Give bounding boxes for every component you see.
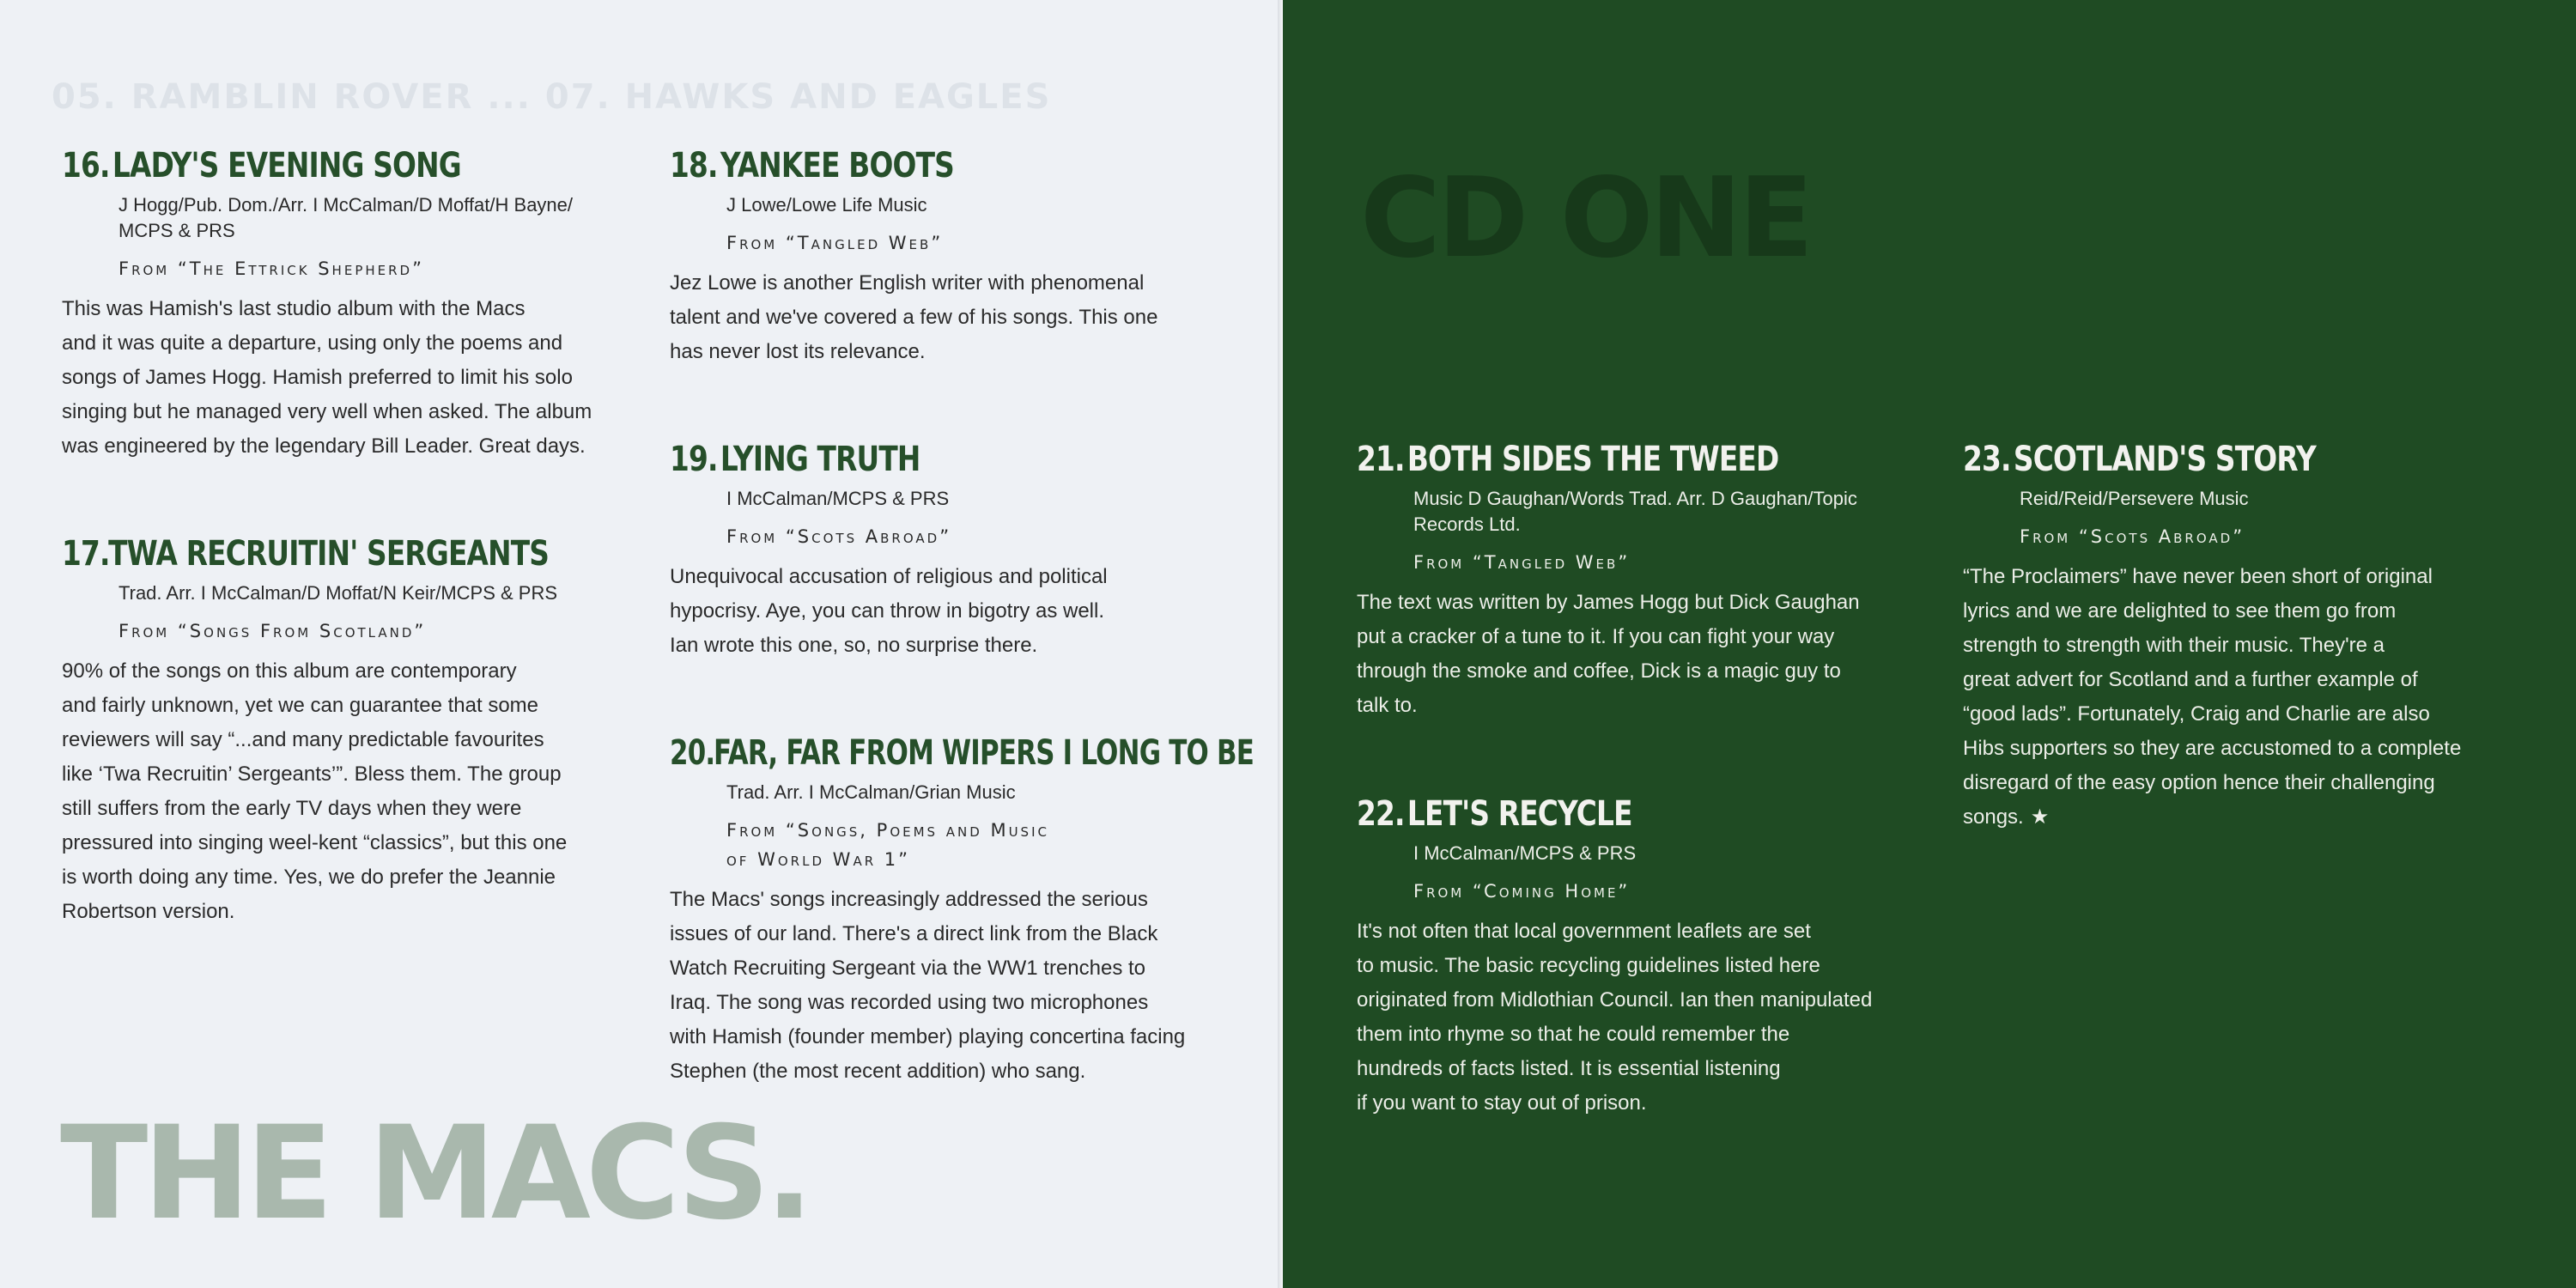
track-heading: [1963, 440, 2442, 479]
left-page: [0, 0, 1283, 1288]
source-line: From “Songs, Poems and Music: [726, 820, 1049, 841]
track-notes: [62, 292, 611, 464]
track-notes: [1357, 914, 1941, 1121]
track-heading: [62, 534, 550, 574]
track-heading: [670, 733, 1255, 773]
track-number: 21.: [1357, 440, 1405, 479]
credit-line: MCPS & PRS: [118, 220, 235, 241]
notes-line: with Hamish (founder member) playing concertina facing: [670, 1025, 1186, 1048]
track-credit: [118, 192, 611, 244]
notes-line: singing but he managed very well when asked. The album: [62, 400, 592, 423]
track-notes: [670, 883, 1254, 1089]
band-logo: THE MACS.: [60, 1099, 809, 1249]
credit-line: I McCalman/MCPS & PRS: [1413, 842, 1637, 864]
notes-line: issues of our land. There's a direct link from the Black: [670, 922, 1158, 945]
track-22: [1357, 794, 1941, 1121]
notes-line: was engineered by the legendary Bill Leader. Great days.: [62, 434, 586, 458]
track-17: [62, 534, 629, 929]
notes-line: Jez Lowe is another English writer with phenomenal: [670, 271, 1145, 295]
notes-line: 90% of the songs on this album are contemporary: [62, 659, 517, 683]
notes-line: Iraq. The song was recorded using two microphones: [670, 991, 1149, 1014]
track-20: [670, 733, 1254, 1089]
notes-line: to music. The basic recycling guidelines listed here: [1357, 954, 1820, 977]
notes-line: It's not often that local government leaflets are set: [1357, 920, 1811, 943]
notes-line: songs of James Hogg. Hamish preferred to limit his solo: [62, 366, 573, 389]
notes-line: and fairly unknown, yet we can guarantee that some: [62, 694, 538, 717]
credit-line: J Lowe/Lowe Life Music: [726, 194, 927, 216]
notes-line: [1963, 800, 2547, 835]
notes-line: reviewers will say “...and many predictable favourites: [62, 728, 544, 751]
right-page: [1283, 0, 2576, 1288]
credit-line: Trad. Arr. I McCalman/D Moffat/N Keir/MCPS & PRS: [118, 582, 558, 604]
notes-line: talent and we've covered a few of his songs. This one: [670, 306, 1158, 329]
notes-line: still suffers from the early TV days when they were: [62, 797, 522, 820]
notes-line: talk to.: [1357, 694, 1418, 717]
track-19: [670, 440, 1236, 663]
notes-line: lyrics and we are delighted to see them go from: [1963, 599, 2397, 623]
notes-line: like ‘Twa Recruitin’ Sergeants’”. Bless them. The group: [62, 762, 562, 786]
track-notes: [1357, 586, 1941, 723]
track-number: 22.: [1357, 794, 1405, 834]
track-title: LYING TRUTH: [720, 440, 920, 479]
track-source-album: From “Scots Abroad”: [726, 526, 952, 547]
track-notes: [670, 560, 1236, 663]
track-notes: [1963, 560, 2547, 835]
track-credit: [1413, 486, 1941, 538]
notes-line: Unequivocal accusation of religious and political: [670, 565, 1108, 588]
ghost-show-through-text: 05. RAMBLIN ROVER ... 07. HAWKS AND EAGLES: [52, 77, 1052, 117]
notes-line: pressured into singing weel-kent “classics”, but this one: [62, 831, 568, 854]
track-notes: [62, 654, 629, 929]
track-number: 17.: [62, 534, 110, 574]
notes-line: strength to strength with their music. They're a: [1963, 634, 2385, 657]
track-title: SCOTLAND'S STORY: [2013, 440, 2316, 479]
notes-line: Ian wrote this one, so, no surprise there.: [670, 634, 1038, 657]
track-credit: [726, 780, 1254, 805]
track-title: YANKEE BOOTS: [720, 146, 954, 185]
track-number: 18.: [670, 146, 718, 185]
track-heading: [670, 440, 1134, 479]
notes-line: “good lads”. Fortunately, Craig and Charlie are also: [1963, 702, 2430, 726]
star-icon: ★: [2030, 805, 2050, 829]
credit-line: Music D Gaughan/Words Trad. Arr. D Gaughan/Topic: [1413, 488, 1857, 509]
track-credit: [726, 486, 1236, 512]
notes-line: them into rhyme so that he could remember the: [1357, 1023, 1790, 1046]
track-credit: [726, 192, 1236, 218]
notes-line: originated from Midlothian Council. Ian then manipulated: [1357, 988, 1873, 1012]
track-source-album: From “Songs From Scotland”: [118, 621, 427, 641]
notes-line: if you want to stay out of prison.: [1357, 1091, 1647, 1115]
notes-line: This was Hamish's last studio album with the Macs: [62, 297, 526, 320]
track-heading: [670, 146, 1134, 185]
credit-line: Records Ltd.: [1413, 513, 1521, 535]
track-heading: [62, 146, 513, 185]
track-heading: [1357, 794, 1836, 834]
notes-line: The Macs' songs increasingly addressed the serious: [670, 888, 1148, 911]
credit-line: Trad. Arr. I McCalman/Grian Music: [726, 781, 1016, 803]
notes-line-text: songs.: [1963, 805, 2024, 829]
track-title: BOTH SIDES THE TWEED: [1406, 440, 1779, 479]
track-source-album: From “Scots Abroad”: [2020, 526, 2245, 547]
notes-line: and it was quite a departure, using only the poems and: [62, 331, 563, 355]
notes-line: “The Proclaimers” have never been short of original: [1963, 565, 2433, 588]
notes-line: put a cracker of a tune to it. If you can fight your way: [1357, 625, 1835, 648]
credit-line: I McCalman/MCPS & PRS: [726, 488, 950, 509]
notes-line: through the smoke and coffee, Dick is a magic guy to: [1357, 659, 1841, 683]
notes-line: Hibs supporters so they are accustomed to a complete: [1963, 737, 2462, 760]
track-source-album: From “Coming Home”: [1413, 881, 1631, 902]
track-23: [1963, 440, 2547, 835]
cd-heading: CD ONE: [1360, 155, 1811, 283]
track-18: [670, 146, 1236, 369]
notes-line: Stephen (the most recent addition) who sang.: [670, 1060, 1086, 1083]
track-credit: [118, 580, 629, 606]
track-number: 23.: [1963, 440, 2011, 479]
notes-line: hundreds of facts listed. It is essential listening: [1357, 1057, 1781, 1080]
notes-line: hypocrisy. Aye, you can throw in bigotry as well.: [670, 599, 1105, 623]
credit-line: J Hogg/Pub. Dom./Arr. I McCalman/D Moffat/H Bayne/: [118, 194, 574, 216]
notes-line: has never lost its relevance.: [670, 340, 926, 363]
notes-line: disregard of the easy option hence their challenging: [1963, 771, 2435, 794]
track-credit: [2020, 486, 2547, 512]
track-credit: [1413, 841, 1941, 866]
track-number: 16.: [62, 146, 110, 185]
notes-line: The text was written by James Hogg but Dick Gaughan: [1357, 591, 1860, 614]
track-title: TWA RECRUITIN' SERGEANTS: [108, 534, 550, 574]
track-title: FAR, FAR FROM WIPERS I LONG TO BE: [713, 733, 1255, 773]
track-title: LADY'S EVENING SONG: [112, 146, 461, 185]
track-notes: [670, 266, 1236, 369]
source-line: of World War 1”: [726, 849, 911, 870]
track-source-album: From “Tangled Web”: [1413, 552, 1631, 573]
track-number: 20.: [670, 733, 715, 773]
notes-line: is worth doing any time. Yes, we do prefer the Jeannie: [62, 866, 556, 889]
notes-line: great advert for Scotland and a further example of: [1963, 668, 2418, 691]
track-heading: [1357, 440, 1836, 479]
notes-line: Robertson version.: [62, 900, 235, 923]
track-title: LET'S RECYCLE: [1406, 794, 1632, 834]
track-source-album: From “Tangled Web”: [726, 233, 944, 253]
track-source-album: [726, 816, 1254, 874]
credit-line: Reid/Reid/Persevere Music: [2020, 488, 2249, 509]
notes-line: Watch Recruiting Sergeant via the WW1 trenches to: [670, 957, 1146, 980]
track-16: [62, 146, 611, 464]
track-number: 19.: [670, 440, 718, 479]
track-21: [1357, 440, 1941, 723]
track-source-album: From “The Ettrick Shepherd”: [118, 258, 424, 279]
